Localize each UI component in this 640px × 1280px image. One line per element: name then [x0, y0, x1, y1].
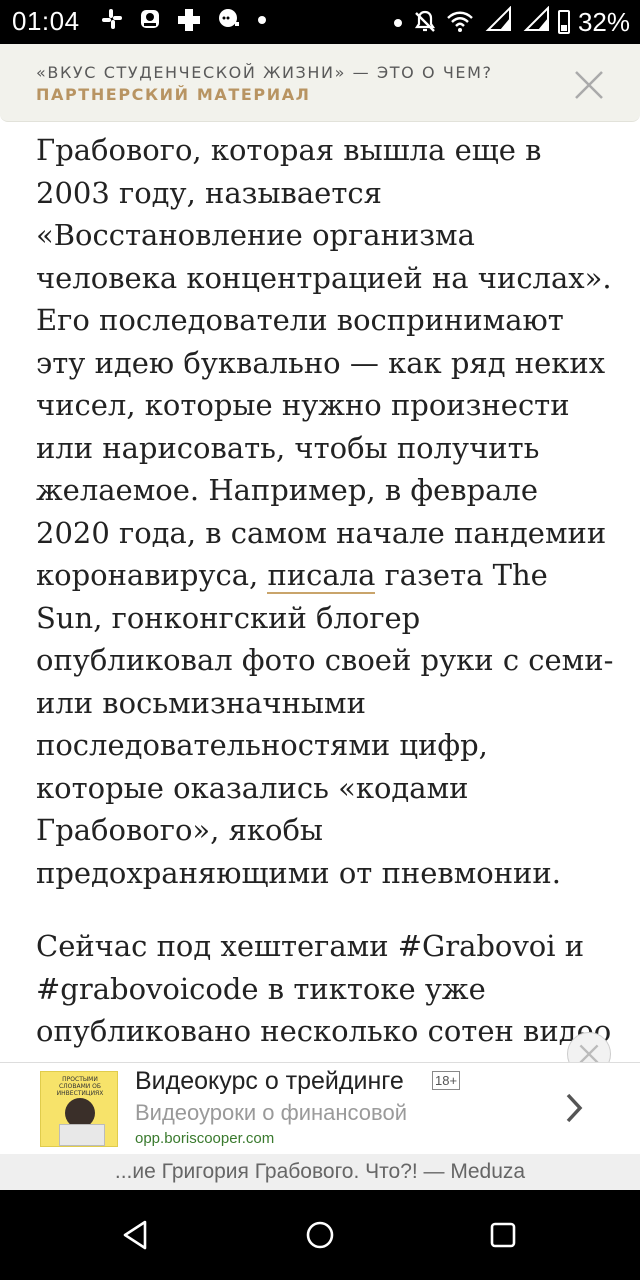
close-icon[interactable] [572, 68, 606, 102]
partner-banner-title[interactable]: «ВКУС СТУДЕНЧЕСКОЙ ЖИЗНИ» — ЭТО О ЧЕМ? [36, 63, 493, 82]
slack-icon [100, 7, 124, 31]
home-icon[interactable] [297, 1212, 343, 1258]
article-paragraph [36, 129, 616, 894]
chevron-right-icon[interactable] [562, 1091, 586, 1125]
status-time: 01:04 [12, 6, 80, 36]
laptop-image [59, 1124, 105, 1146]
page-url-bar[interactable]: ...ие Григория Грабового. Что?! — Meduza [0, 1154, 640, 1190]
recents-icon[interactable] [480, 1212, 526, 1258]
mute-icon [412, 9, 438, 35]
navigation-bar [0, 1190, 640, 1280]
chat-icon [216, 7, 242, 31]
notification-icons [100, 7, 268, 33]
signal-2-icon [520, 6, 550, 38]
dot-icon [392, 10, 404, 34]
article-text: газета The Sun, гонконгский блогер опубликовал фото своей руки с семи- или восьмизначными последовательностями цифр, которые оказались «кодами Грабового», якобы предохраняющими от пневмонии. [36, 558, 614, 890]
dot-icon [256, 7, 268, 31]
article-paragraph: Сейчас под хештегами #Grabovoi и #grabovoicode в тиктоке уже опубликовано несколько сотен видео [36, 929, 612, 1048]
status-bar [0, 0, 640, 44]
age-badge: 18+ [432, 1071, 460, 1090]
wifi-icon [446, 10, 474, 34]
face-icon [138, 7, 162, 31]
system-icons [392, 6, 630, 38]
article-text: Грабового, которая вышла еще в 2003 году, называется «Восстановление организма человека концентрацией на числах». Его последователи воспринимают эту идею буквально — как ряд неких чисел, которые нужно произнести или нарисовать, чтобы получить желаемое. Например, в феврале 2020 года, в самом начале пандемии коронавируса, [36, 133, 612, 592]
article-body [36, 122, 616, 1062]
ad-thumbnail[interactable] [40, 1071, 118, 1147]
partner-banner-subtitle: ПАРТНЕРСКИЙ МАТЕРИАЛ [36, 85, 311, 104]
signal-1-icon [482, 6, 512, 38]
health-plus-icon [176, 7, 202, 33]
back-icon[interactable] [112, 1212, 158, 1258]
battery-percent: 32% [577, 6, 630, 37]
ad-title[interactable]: Видеокурс о трейдинге [135, 1067, 404, 1095]
source-link[interactable]: писала [267, 558, 376, 592]
ad-description[interactable]: Видеоуроки о финансовой [135, 1100, 407, 1125]
ad-thumbnail-text: ПРОСТЫМИ СЛОВАМИ ОБ ИНВЕСТИЦИЯХ [56, 1076, 104, 1097]
ad-url[interactable]: opp.boriscooper.com [135, 1130, 275, 1147]
partner-banner[interactable] [0, 44, 640, 122]
ad-banner[interactable] [0, 1062, 640, 1154]
battery-icon [558, 10, 570, 34]
